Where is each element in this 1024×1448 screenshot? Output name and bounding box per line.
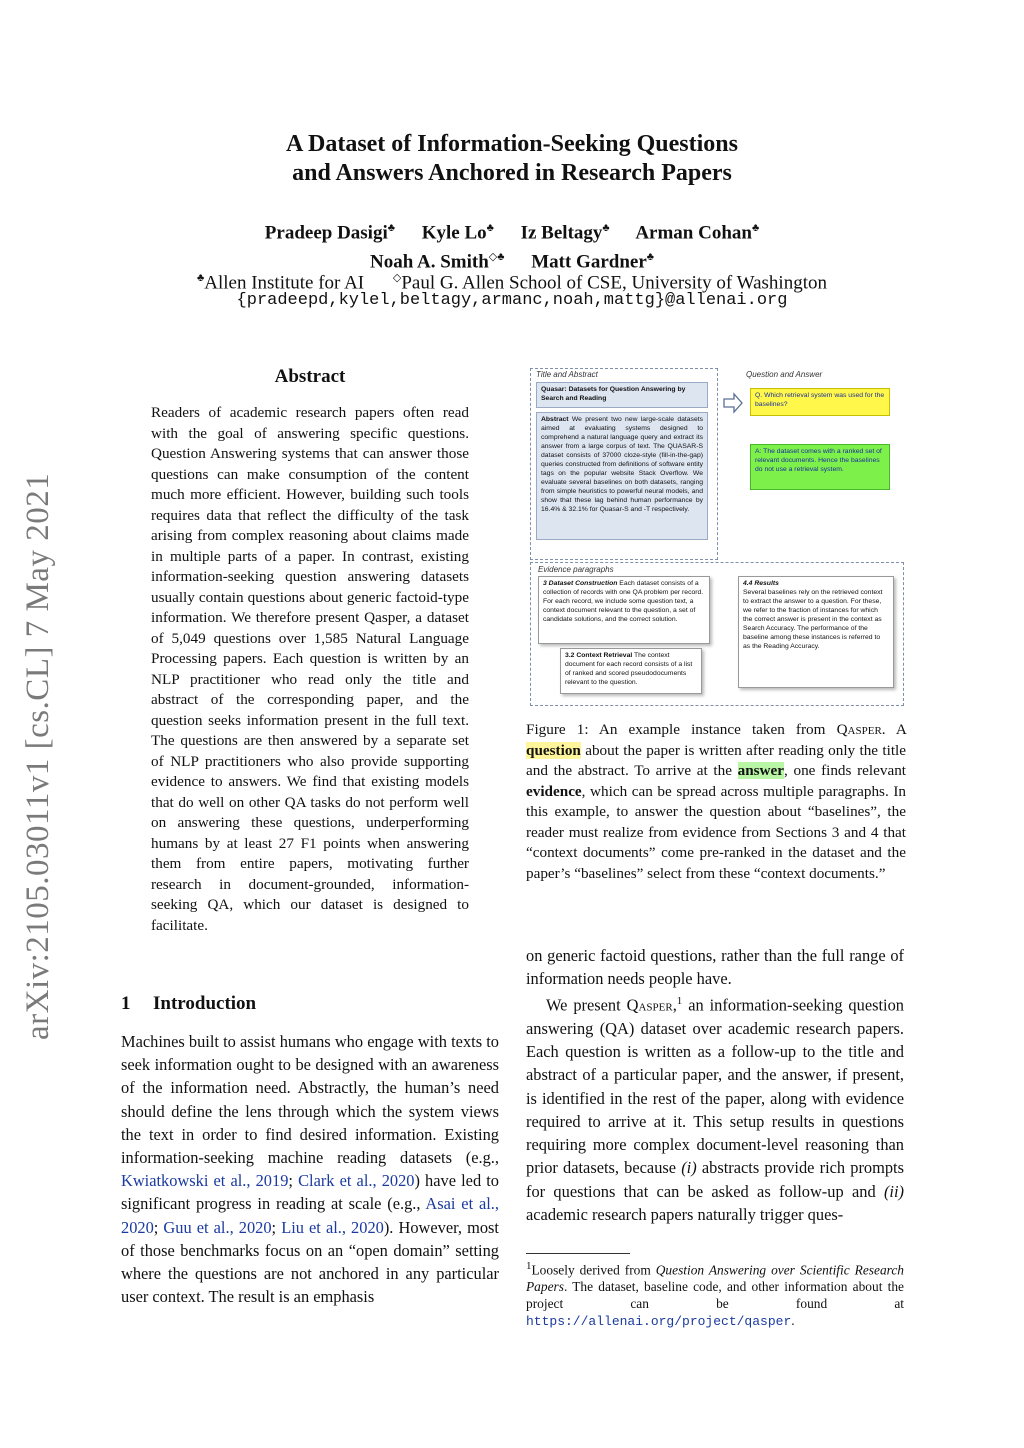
panel-label: Evidence paragraphs	[538, 565, 614, 574]
figure-1	[526, 366, 906, 710]
figure-answer-box: A: The dataset comes with a ranked set of relevant documents. Hence the baselines do not use a retrieval system.	[750, 444, 890, 490]
figure-evidence-box: 3.2 Context Retrieval The context document for each record consists of a list of ranked and scored pseudodocuments relevant to the question.	[560, 648, 702, 694]
paper-title	[180, 130, 844, 188]
figure-evidence-box: 4.4 Results Several baselines rely on the retrieved context to extract the answer to a question. For these, we refer to the fraction of instances for which the correct answer is present in the context as Search Accuracy. The performance of the baseline among these instances is referred to as the Reading Accuracy.	[738, 576, 894, 688]
author: Kyle Lo	[421, 222, 487, 244]
citation-link[interactable]: Asai et al., 2020	[121, 1194, 500, 1237]
panel-label: Title and Abstract	[536, 370, 598, 379]
right-column-text	[526, 944, 904, 1226]
highlight-question: question	[526, 741, 581, 759]
citation-link[interactable]: Clark et al., 2020	[298, 1171, 415, 1191]
title-line-1: A Dataset of Information-Seeking Questions	[285, 131, 738, 157]
citation-link[interactable]: Kwiatkowski et al., 2019	[121, 1171, 289, 1191]
intro-paragraph: Machines built to assist humans who engage with texts to seek information ought to be designed with an awareness of the information need. Abstractly, the human’s need should define the lens through which the system views the text in order to find desired information. Existing information-seeking machine reading datasets (e.g., Kwiatkowski et al., 2019; Clark et al., 2020) have led to significant progress in reading at scale (e.g., Asai et al., 2020; Guu et al., 2020; Liu et al., 2020). However, most of those benchmarks focus on an “open domain” setting where the questions are not anchored in any particular user context. The result is an emphasis	[121, 1032, 500, 1307]
arxiv-stamp: arXiv:2105.03011v1 [cs.CL] 7 May 2021	[20, 472, 56, 1040]
abstract-heading: Abstract	[274, 366, 346, 387]
affiliations: ♣Allen Institute for AI ◇Paul G. Allen School of CSE, University of Washington	[197, 272, 827, 294]
footnote-marker[interactable]: 1	[676, 995, 683, 1008]
paragraph: We present Qasper,$^1$ an information-seeking question answering (QA) dataset over academic research papers. Each question is written as a follow-up to the title and abstract of a particular paper, and the answer, if present, is identified in the rest of the paper, along with evidence required to arrive at it. This setup results in questions requiring more complex document-level reasoning than prior datasets, because (i) abstracts provide rich prompts for questions that can be asked as follow-up and (ii) academic research papers naturally trigger ques-	[526, 995, 904, 1224]
author: Iz Beltagy	[520, 222, 603, 244]
author: Arman Cohan	[635, 222, 752, 244]
footnote-rule	[526, 1253, 630, 1254]
highlight-answer: answer	[737, 762, 785, 779]
figure-evidence-box: 3 Dataset Construction Each dataset consists of a collection of records with one QA problem per record. For each record, we include some question text, a context document relevant to the question, a set of candidate solutions, and the correct solution.	[538, 576, 710, 644]
figure-caption: Figure 1: An example instance taken from Qasper. A question about the paper is written after reading only the title and the abstract. To arrive at the answer, one finds relevant evidence, which can be spread across multiple paragraphs. In this example, to answer the question about “baselines”, the reader must realize from evidence from Sections 3 and 4 that “context documents” come pre-ranked in the dataset and the paper’s “baselines” select from these “context documents.”	[526, 721, 907, 882]
authors-line-2: Noah A. Smith◇♣ Matt Gardner♣	[370, 251, 654, 273]
citation-link[interactable]: Liu et al., 2020	[281, 1217, 384, 1237]
figure-abstract-box: Abstract We present two new large-scale datasets aimed at evaluating systems designed to comprehend a natural language query and extract its answer from a large corpus of text. The QUASAR-S dataset consists of 37000 cloze-style (fill-in-the-gap) queries constructed from definitions of software entity tags on the popular website Stack Overflow. We evaluate several baselines on both datasets, ranging from simple heuristics to powerful neural models, and show that these lag behind human performance by 16.4% & 32.1% for Quasar-S and -T respectively.	[536, 412, 708, 540]
author: Pradeep Dasigi	[264, 222, 388, 244]
figure-question-box: Q. Which retrieval system was used for the baselines?	[750, 388, 890, 416]
affiliation-allen: Allen Institute for AI	[204, 272, 365, 294]
author: Matt Gardner	[531, 251, 647, 273]
footnote: $^1$Loosely derived from Question Answering over Scientific Research Papers. The dataset, baseline code, and other information about the project can be found at https://allenai.org/project/qasper.	[526, 1260, 904, 1330]
abstract-text: Readers of academic research papers often read with the goal of answering specific questions. Question Answering systems that can answer those questions can make consumption of the content much more efficient. However, building such tools requires data that reflect the difficulty of the task arising from complex reasoning about claims made in multiple parts of a paper. In contrast, existing information-seeking question answering datasets usually contain questions about generic factoid-type information. We therefore present Qasper, a dataset of 5,049 questions over 1,585 Natural Language Processing papers. Each question is written by an NLP practitioner who read only the title and abstract of the corresponding paper, and the question seeks information present in the full text. The questions are then answered by a separate set of NLP practitioners who also provide supporting evidence to answers. We find that existing models that do well on other QA tasks do not perform well on answering these questions, underperforming humans by at least 27 F1 points when answering them from entire papers, motivating further research in document-grounded, information-seeking QA, which our dataset is designed to facilitate.	[151, 404, 469, 934]
author-emails[interactable]: {pradeepd,kylel,beltagy,armanc,noah,mattg}@allenai.org	[236, 291, 788, 310]
paragraph: on generic factoid questions, rather than the full range of information needs people have.	[526, 946, 904, 989]
panel-label: Question and Answer	[746, 370, 823, 379]
intro-heading: 1 Introduction	[121, 993, 257, 1014]
right-arrow-icon	[722, 392, 744, 414]
project-url-link[interactable]: https://allenai.org/project/qasper	[526, 1314, 792, 1330]
affiliation-uw: Paul G. Allen School of CSE, University of Washington	[401, 272, 827, 294]
figure-paper-title: Quasar: Datasets for Question Answering by Search and Reading	[536, 382, 708, 408]
author: Noah A. Smith	[370, 251, 489, 273]
authors-line-1: Pradeep Dasigi♣ Kyle Lo♣ Iz Beltagy♣ Arman Cohan♣	[264, 222, 760, 244]
citation-link[interactable]: Guu et al., 2020	[163, 1217, 272, 1237]
title-line-2: and Answers Anchored in Research Papers	[292, 160, 732, 186]
